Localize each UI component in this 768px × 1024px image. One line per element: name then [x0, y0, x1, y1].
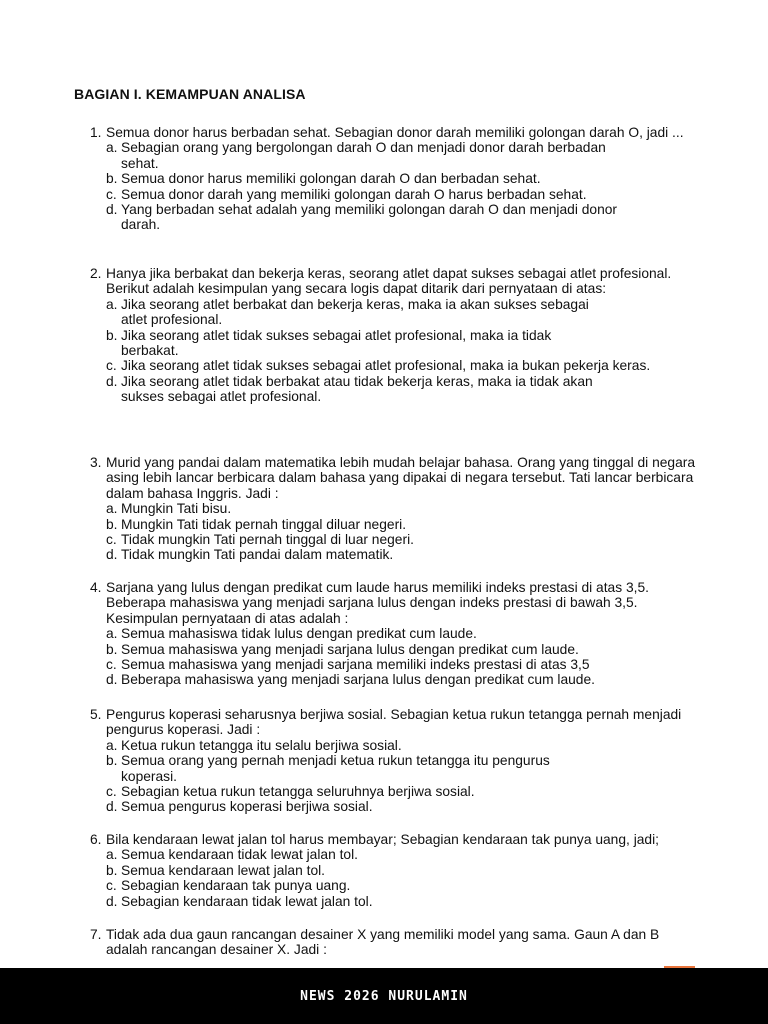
- option-letter: d.: [106, 547, 118, 563]
- question-text: Tidak ada dua gaun rancangan desainer X yang memiliki model yang sama. Gaun A dan B adalah rancangan desainer X. Jadi :: [106, 927, 660, 958]
- question-2: [90, 266, 700, 405]
- option-text: Jika seorang atlet berbakat dan bekerja keras, maka ia akan sukses sebagai atlet profesional.: [121, 296, 589, 328]
- option-letter: d.: [106, 373, 118, 389]
- option-text: Semua donor harus memiliki golongan darah O dan berbadan sehat.: [121, 171, 541, 187]
- option-letter: c.: [106, 784, 117, 800]
- option-text: Mungkin Tati tidak pernah tinggal diluar negeri.: [121, 516, 407, 532]
- option-c: [90, 532, 700, 547]
- option-letter: a.: [106, 501, 118, 517]
- option-text: Semua kendaraan tidak lewat jalan tol.: [121, 847, 358, 863]
- option-text: Beberapa mahasiswa yang menjadi sarjana lulus dengan predikat cum laude.: [121, 672, 595, 688]
- option-text: Semua mahasiswa yang menjadi sarjana lulus dengan predikat cum laude.: [121, 641, 579, 657]
- question-7: [90, 927, 700, 958]
- option-a: [90, 501, 700, 516]
- option-c: [90, 358, 700, 373]
- option-text: Sebagian kendaraan tidak lewat jalan tol.: [121, 893, 373, 909]
- question-number: 1.: [90, 125, 102, 140]
- option-letter: b.: [106, 753, 118, 769]
- option-text: Semua orang yang pernah menjadi ketua rukun tetangga itu pengurus koperasi.: [121, 753, 550, 784]
- footer-text: NEWS 2026 NURULAMIN: [300, 988, 468, 1004]
- question-3: [90, 455, 700, 563]
- question-5: [90, 707, 700, 815]
- option-text: Tidak mungkin Tati pernah tinggal di luar negeri.: [121, 532, 414, 548]
- option-a: [90, 626, 700, 641]
- question-number: 3.: [90, 455, 102, 470]
- option-letter: c.: [106, 657, 117, 673]
- question-text: Hanya jika berbakat dan bekerja keras, seorang atlet dapat sukses sebagai atlet profesional. Berikut adalah kesimpulan yang secara logis dapat ditarik dari pernyataan di atas:: [106, 266, 672, 297]
- option-a: [90, 297, 700, 328]
- option-letter: c.: [106, 186, 117, 202]
- question-4: [90, 580, 700, 688]
- option-text: Semua mahasiswa tidak lulus dengan predikat cum laude.: [121, 626, 477, 642]
- option-text: Sebagian kendaraan tak punya uang.: [121, 878, 351, 894]
- question-text: Sarjana yang lulus dengan predikat cum laude harus memiliki indeks prestasi di atas 3,5. Beberapa mahasiswa yang menjadi sarjana lulus dengan indeks prestasi di bawah 3,5. Kesimpulan pernyataan di atas adalah :: [106, 580, 649, 626]
- option-letter: d.: [106, 672, 118, 688]
- option-d: [90, 799, 700, 814]
- section-title: BAGIAN I. KEMAMPUAN ANALISA: [74, 86, 306, 102]
- option-text: Yang berbadan sehat adalah yang memiliki golongan darah O dan menjadi donor darah.: [121, 202, 618, 233]
- option-text: Sebagian orang yang bergolongan darah O dan menjadi donor darah berbadan sehat.: [121, 140, 606, 171]
- option-text: Semua donor darah yang memiliki golongan darah O harus berbadan sehat.: [121, 186, 587, 202]
- question-number: 2.: [90, 266, 102, 281]
- footer-banner: [0, 968, 768, 1024]
- option-c: [90, 187, 700, 202]
- option-text: Jika seorang atlet tidak sukses sebagai atlet profesional, maka ia tidak berbakat.: [121, 327, 552, 359]
- option-a: [90, 847, 700, 862]
- option-letter: a.: [106, 140, 118, 156]
- option-d: [90, 202, 700, 233]
- option-text: Semua pengurus koperasi berjiwa sosial.: [121, 799, 373, 815]
- option-letter: b.: [106, 327, 118, 343]
- option-c: [90, 784, 700, 799]
- option-b: [90, 171, 700, 186]
- question-text: Semua donor harus berbadan sehat. Sebagian donor darah memiliki golongan darah O, jadi ...: [106, 125, 684, 140]
- option-text: Ketua rukun tetangga itu selalu berjiwa sosial.: [121, 737, 402, 753]
- option-letter: d.: [106, 893, 118, 909]
- option-b: [90, 753, 700, 784]
- option-text: Semua mahasiswa yang menjadi sarjana memiliki indeks prestasi di atas 3,5: [121, 657, 590, 673]
- option-b: [90, 517, 700, 532]
- option-letter: d.: [106, 799, 118, 815]
- option-letter: b.: [106, 862, 118, 878]
- option-text: Sebagian ketua rukun tetangga seluruhnya berjiwa sosial.: [121, 784, 475, 800]
- question-6: [90, 832, 700, 909]
- question-number: 5.: [90, 707, 102, 722]
- option-d: [90, 672, 700, 687]
- question-number: 6.: [90, 832, 102, 847]
- option-letter: a.: [106, 296, 118, 312]
- option-letter: c.: [106, 532, 117, 548]
- question-1: [90, 125, 700, 233]
- option-letter: a.: [106, 737, 118, 753]
- option-letter: a.: [106, 626, 118, 642]
- option-d: [90, 547, 700, 562]
- option-a: [90, 140, 700, 171]
- option-b: [90, 328, 700, 359]
- option-b: [90, 863, 700, 878]
- option-b: [90, 642, 700, 657]
- option-d: [90, 374, 700, 405]
- option-text: Jika seorang atlet tidak berbakat atau tidak bekerja keras, maka ia tidak akan sukses sebagai atlet profesional.: [121, 373, 593, 405]
- question-number: 7.: [90, 927, 102, 942]
- option-text: Tidak mungkin Tati pandai dalam matematik.: [121, 547, 394, 563]
- question-text: Murid yang pandai dalam matematika lebih mudah belajar bahasa. Orang yang tinggal di negara asing lebih lancar berbicara dalam bahasa yang dipakai di negara tersebut. Tati lancar berbicara dalam bahasa Inggris. Jadi :: [106, 455, 696, 501]
- option-letter: d.: [106, 202, 118, 218]
- question-number: 4.: [90, 580, 102, 595]
- question-text: Pengurus koperasi seharusnya berjiwa sosial. Sebagian ketua rukun tetangga pernah menjadi pengurus koperasi. Jadi :: [106, 707, 682, 738]
- option-text: Mungkin Tati bisu.: [121, 501, 232, 517]
- option-a: [90, 738, 700, 753]
- option-letter: c.: [106, 358, 117, 374]
- option-c: [90, 657, 700, 672]
- option-letter: b.: [106, 516, 118, 532]
- option-letter: c.: [106, 878, 117, 894]
- option-text: Semua kendaraan lewat jalan tol.: [121, 862, 326, 878]
- option-text: Jika seorang atlet tidak sukses sebagai atlet profesional, maka ia bukan pekerja keras.: [121, 358, 651, 374]
- option-letter: b.: [106, 641, 118, 657]
- option-c: [90, 878, 700, 893]
- option-letter: b.: [106, 171, 118, 187]
- option-d: [90, 894, 700, 909]
- option-letter: a.: [106, 847, 118, 863]
- question-text: Bila kendaraan lewat jalan tol harus membayar; Sebagian kendaraan tak punya uang, jadi;: [106, 832, 660, 847]
